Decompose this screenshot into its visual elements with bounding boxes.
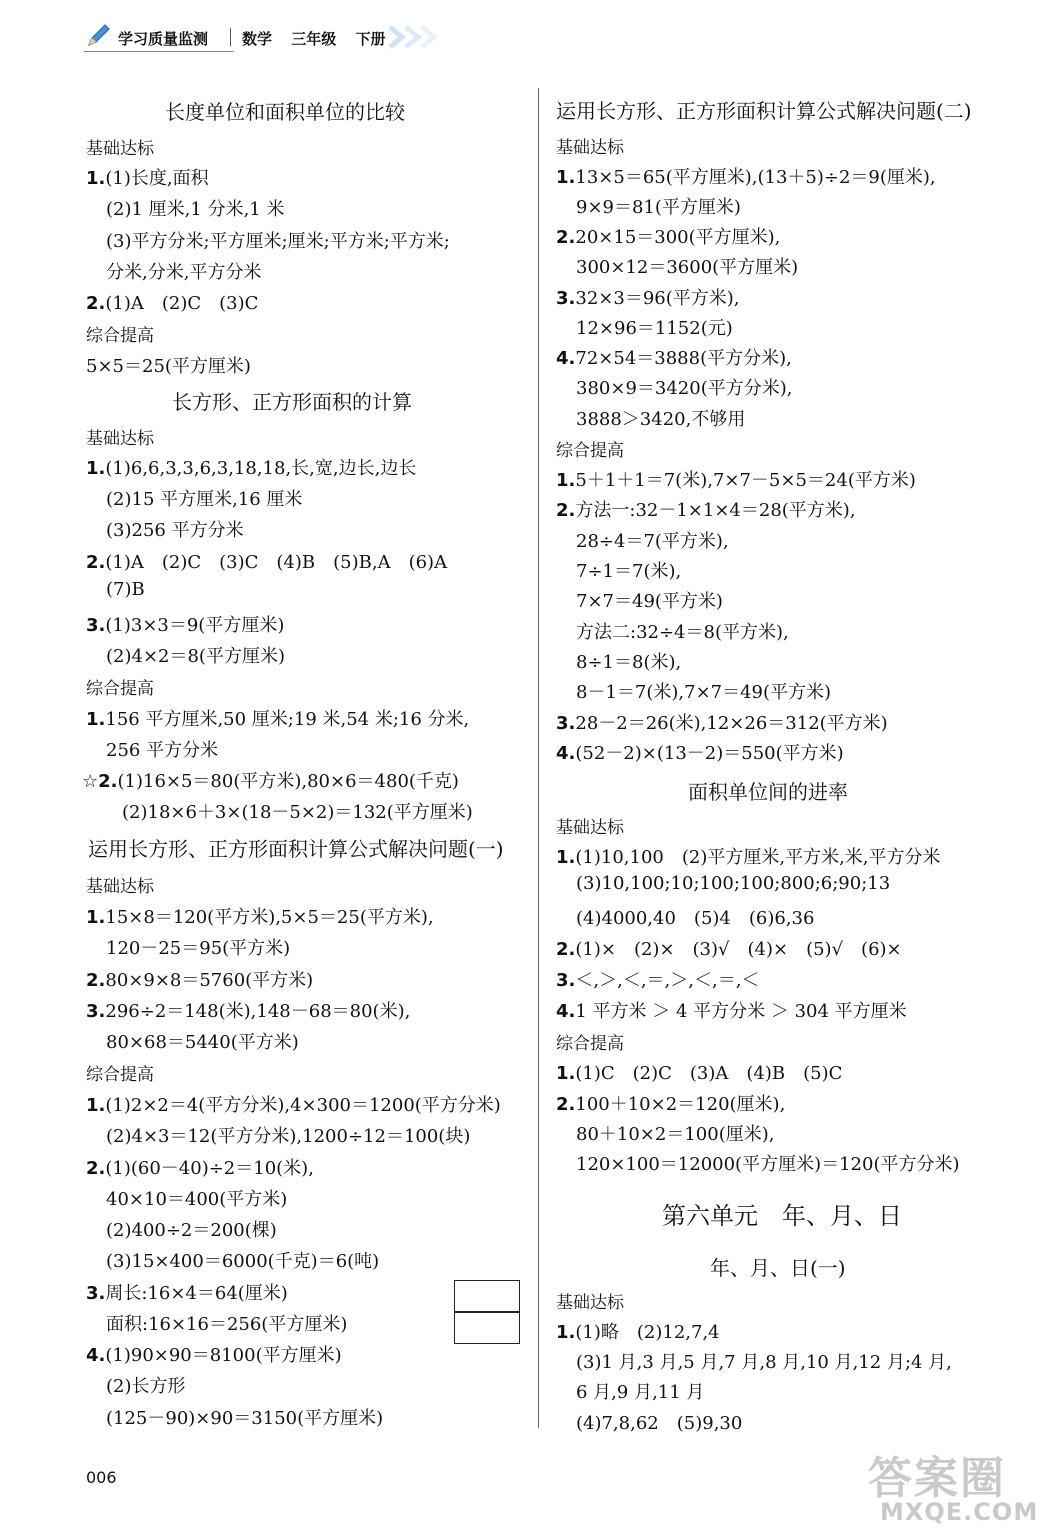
question-number: ☆2. bbox=[82, 771, 118, 792]
answer-line bbox=[86, 611, 284, 637]
answer-line bbox=[86, 1154, 314, 1180]
section-title: 年、月、日(一) bbox=[710, 1256, 846, 1280]
answer-line bbox=[86, 289, 258, 315]
rectangle-figure bbox=[454, 1280, 520, 1344]
question-number: 3. bbox=[86, 615, 106, 636]
answer-text: 15×8＝120(平方米),5×5＝25(平方米), bbox=[105, 907, 434, 928]
question-number: 4. bbox=[86, 1345, 106, 1366]
question-number: 1. bbox=[556, 1322, 576, 1343]
answer-text: 80×9×8＝5760(平方米) bbox=[105, 970, 314, 991]
question-number: 2. bbox=[556, 227, 576, 248]
answer-line bbox=[86, 903, 434, 929]
answer-text: 100＋10×2＝120(厘米), bbox=[575, 1094, 786, 1115]
answer-line: 6 月,9 月,11 月 bbox=[576, 1382, 705, 1403]
answer-line: 8－1＝7(米),7×7＝49(平方米) bbox=[576, 682, 832, 703]
answer-line: (2)18×6＋3×(18－5×2)＝132(平方厘米) bbox=[122, 802, 473, 823]
answer-line: 8÷1＝8(米), bbox=[576, 652, 682, 673]
question-number: 1. bbox=[556, 167, 576, 188]
answer-line bbox=[556, 284, 739, 310]
question-number: 2. bbox=[556, 1094, 576, 1115]
pen-icon bbox=[86, 22, 112, 48]
answer-line: 7÷1＝7(米), bbox=[576, 561, 682, 582]
subsection-heading: 基础达标 bbox=[556, 138, 624, 158]
subsection-heading: 综合提高 bbox=[86, 326, 154, 346]
answer-text: (1)A (2)C (3)C bbox=[105, 293, 259, 314]
answer-line: 80×68＝5440(平方米) bbox=[106, 1032, 299, 1053]
answer-text: 72×54＝3888(平方分米), bbox=[575, 348, 792, 369]
question-number: 3. bbox=[556, 713, 576, 734]
answer-text: (52－2)×(13－2)＝550(平方米) bbox=[575, 743, 844, 764]
answer-text: 296÷2＝148(米),148－68＝80(米), bbox=[105, 1001, 411, 1022]
answer-text: 20×15＝300(平方厘米), bbox=[575, 227, 781, 248]
answer-line: (2)15 平方厘米,16 厘米 bbox=[106, 489, 303, 510]
brand-title: 学习质量监测 bbox=[118, 30, 209, 48]
answer-line: (2)4×3＝12(平方分米),1200÷12＝100(块) bbox=[106, 1126, 471, 1147]
question-number: 1. bbox=[86, 907, 106, 928]
answer-text: 28－2＝26(米),12×26＝312(平方米) bbox=[575, 713, 888, 734]
section-title: 面积单位间的进率 bbox=[688, 780, 848, 804]
subsection-heading: 综合提高 bbox=[556, 1034, 624, 1054]
answer-text: (1)10,100 (2)平方厘米,平方米,米,平方分米 bbox=[575, 847, 941, 868]
answer-text: (1)90×90＝8100(平方厘米) bbox=[105, 1345, 342, 1366]
section-title: 运用长方形、正方形面积计算公式解决问题(二) bbox=[556, 99, 972, 123]
question-number: 2. bbox=[86, 293, 106, 314]
answer-line bbox=[556, 1059, 842, 1085]
answer-line bbox=[556, 496, 856, 522]
question-number: 2. bbox=[86, 970, 106, 991]
unit-title: 第六单元 年、月、日 bbox=[662, 1202, 902, 1230]
answer-line: 40×10＝400(平方米) bbox=[106, 1189, 288, 1210]
question-number: 2. bbox=[86, 552, 106, 573]
answer-line bbox=[86, 705, 469, 731]
answer-line: (7)B bbox=[106, 579, 145, 600]
answer-line: (3)256 平方分米 bbox=[106, 520, 244, 541]
header bbox=[84, 20, 464, 54]
subsection-heading: 基础达标 bbox=[86, 877, 154, 897]
answer-line: 5×5＝25(平方厘米) bbox=[86, 356, 251, 377]
question-number: 3. bbox=[86, 1001, 106, 1022]
question-number: 3. bbox=[556, 970, 576, 991]
answer-line: (3)平方分米;平方厘米;厘米;平方米;平方米; bbox=[106, 231, 450, 252]
answer-text: (1)16×5＝80(平方米),80×6＝480(千克) bbox=[117, 771, 459, 792]
answer-text: (1)(60－40)÷2＝10(米), bbox=[105, 1158, 314, 1179]
answer-text: ＜,＞,＜,＝,＞,＜,＝,＜ bbox=[575, 970, 760, 991]
answer-text: 32×3＝96(平方米), bbox=[575, 288, 740, 309]
answer-line: (3)15×400＝6000(千克)＝6(吨) bbox=[106, 1251, 380, 1272]
answer-line bbox=[556, 966, 759, 992]
header-underline bbox=[84, 51, 234, 52]
answer-line: 120×100＝12000(平方厘米)＝120(平方分米) bbox=[576, 1154, 960, 1175]
question-number: 1. bbox=[86, 709, 106, 730]
question-number: 3. bbox=[86, 1283, 106, 1304]
subject-label: 数学 bbox=[242, 30, 273, 48]
subsection-heading: 综合提高 bbox=[556, 441, 624, 461]
question-number: 1. bbox=[556, 1063, 576, 1084]
question-number: 1. bbox=[556, 847, 576, 868]
watermark-en: MXQE.COM bbox=[880, 1498, 1039, 1526]
answer-line bbox=[556, 344, 792, 370]
answer-line: (2)1 厘米,1 分米,1 米 bbox=[106, 199, 285, 220]
answer-text: (1)× (2)× (3)√ (4)× (5)√ (6)× bbox=[575, 939, 902, 960]
question-number: 2. bbox=[556, 939, 576, 960]
subsection-heading: 基础达标 bbox=[556, 1293, 624, 1313]
answer-text: (1)2×2＝4(平方分米),4×300＝1200(平方分米) bbox=[105, 1095, 501, 1116]
watermark-cn: 答案圈 bbox=[868, 1453, 1006, 1504]
answer-line: 分米,分米,平方分米 bbox=[106, 262, 262, 283]
subsection-heading: 综合提高 bbox=[86, 1065, 154, 1085]
volume-label: 下册 bbox=[355, 30, 386, 48]
answer-line bbox=[556, 709, 888, 735]
answer-line bbox=[556, 843, 941, 869]
answer-line bbox=[556, 223, 780, 249]
answer-line: 256 平方分米 bbox=[106, 740, 219, 761]
answer-line bbox=[86, 454, 416, 480]
page-number: 006 bbox=[86, 1468, 117, 1487]
answer-text: (1)A (2)C (3)C (4)B (5)B,A (6)A bbox=[105, 552, 448, 573]
answer-line bbox=[556, 163, 936, 189]
header-info bbox=[242, 28, 386, 49]
subsection-heading: 基础达标 bbox=[86, 429, 154, 449]
answer-line: (125－90)×90＝3150(平方厘米) bbox=[106, 1408, 384, 1429]
question-number: 2. bbox=[556, 500, 576, 521]
answer-line: 7×7＝49(平方米) bbox=[576, 591, 723, 612]
answer-line bbox=[86, 1341, 342, 1367]
answer-text: 1 平方米 ＞ 4 平方分米 ＞ 304 平方厘米 bbox=[575, 1001, 907, 1022]
header-divider bbox=[230, 28, 231, 46]
question-number: 1. bbox=[86, 1095, 106, 1116]
answer-text: 13×5＝65(平方厘米),(13＋5)÷2＝9(厘米), bbox=[575, 167, 936, 188]
column-divider bbox=[538, 88, 539, 1428]
answer-line bbox=[82, 767, 459, 793]
answer-line: 方法二:32÷4＝8(平方米), bbox=[576, 622, 789, 643]
subsection-heading: 综合提高 bbox=[86, 679, 154, 699]
answer-line: (2)长方形 bbox=[106, 1376, 186, 1397]
answer-line bbox=[86, 1279, 288, 1305]
section-title: 长方形、正方形面积的计算 bbox=[172, 390, 412, 414]
answer-line: (2)400÷2＝200(棵) bbox=[106, 1220, 277, 1241]
answer-line: 120－25＝95(平方米) bbox=[106, 938, 291, 959]
answer-line: (3)1 月,3 月,5 月,7 月,8 月,10 月,12 月;4 月, bbox=[576, 1352, 952, 1373]
answer-text: 周长:16×4＝64(厘米) bbox=[105, 1283, 288, 1304]
answer-line: (4)7,8,62 (5)9,30 bbox=[576, 1413, 743, 1434]
answer-line: 3888＞3420,不够用 bbox=[576, 409, 746, 430]
answer-line bbox=[556, 997, 907, 1023]
answer-line bbox=[86, 1091, 501, 1117]
answer-line bbox=[86, 164, 209, 190]
answer-text: (1)略 (2)12,7,4 bbox=[575, 1322, 720, 1343]
answer-line bbox=[556, 935, 902, 961]
question-number: 4. bbox=[556, 743, 576, 764]
answer-text: (1)长度,面积 bbox=[105, 168, 209, 189]
watermark bbox=[862, 1442, 1039, 1530]
answer-line: 9×9＝81(平方厘米) bbox=[576, 197, 741, 218]
section-title: 长度单位和面积单位的比较 bbox=[165, 100, 405, 124]
answer-text: 5＋1＋1＝7(米),7×7－5×5＝24(平方米) bbox=[575, 470, 916, 491]
answer-line: (4)4000,40 (5)4 (6)6,36 bbox=[576, 908, 815, 929]
answer-line: 80＋10×2＝100(厘米), bbox=[576, 1124, 775, 1145]
answer-line bbox=[556, 1318, 720, 1344]
answer-line: (3)10,100;10;100;100;800;6;90;13 bbox=[576, 873, 891, 894]
answer-line: 28÷4＝7(平方米), bbox=[576, 531, 729, 552]
answer-line: 300×12＝3600(平方厘米) bbox=[576, 257, 799, 278]
answer-text: (1)3×3＝9(平方厘米) bbox=[105, 615, 285, 636]
question-number: 2. bbox=[86, 1158, 106, 1179]
question-number: 3. bbox=[556, 288, 576, 309]
grade-label: 三年级 bbox=[291, 30, 337, 48]
answer-text: (1)6,6,3,3,6,3,18,18,长,宽,边长,边长 bbox=[105, 458, 417, 479]
answer-line bbox=[556, 466, 916, 492]
subsection-heading: 基础达标 bbox=[86, 139, 154, 159]
answer-text: 方法一:32－1×1×4＝28(平方米), bbox=[575, 500, 856, 521]
subsection-heading: 基础达标 bbox=[556, 818, 624, 838]
question-number: 4. bbox=[556, 348, 576, 369]
answer-line: 面积:16×16＝256(平方厘米) bbox=[106, 1314, 348, 1335]
answer-line: 380×9＝3420(平方分米), bbox=[576, 378, 793, 399]
question-number: 1. bbox=[86, 168, 106, 189]
question-number: 1. bbox=[556, 470, 576, 491]
answer-line: 12×96＝1152(元) bbox=[576, 318, 733, 339]
answer-line bbox=[86, 966, 313, 992]
section-title: 运用长方形、正方形面积计算公式解决问题(一) bbox=[88, 837, 504, 861]
answer-line: (2)4×2＝8(平方厘米) bbox=[106, 646, 285, 667]
answer-line bbox=[86, 997, 410, 1023]
chevron-arrows-icon bbox=[384, 24, 454, 50]
answer-line bbox=[86, 548, 447, 574]
question-number: 4. bbox=[556, 1001, 576, 1022]
answer-text: (1)C (2)C (3)A (4)B (5)C bbox=[575, 1063, 843, 1084]
answer-text: 156 平方厘米,50 厘米;19 米,54 米;16 分米, bbox=[105, 709, 470, 730]
answer-line bbox=[556, 739, 844, 765]
answer-line bbox=[556, 1090, 785, 1116]
question-number: 1. bbox=[86, 458, 106, 479]
